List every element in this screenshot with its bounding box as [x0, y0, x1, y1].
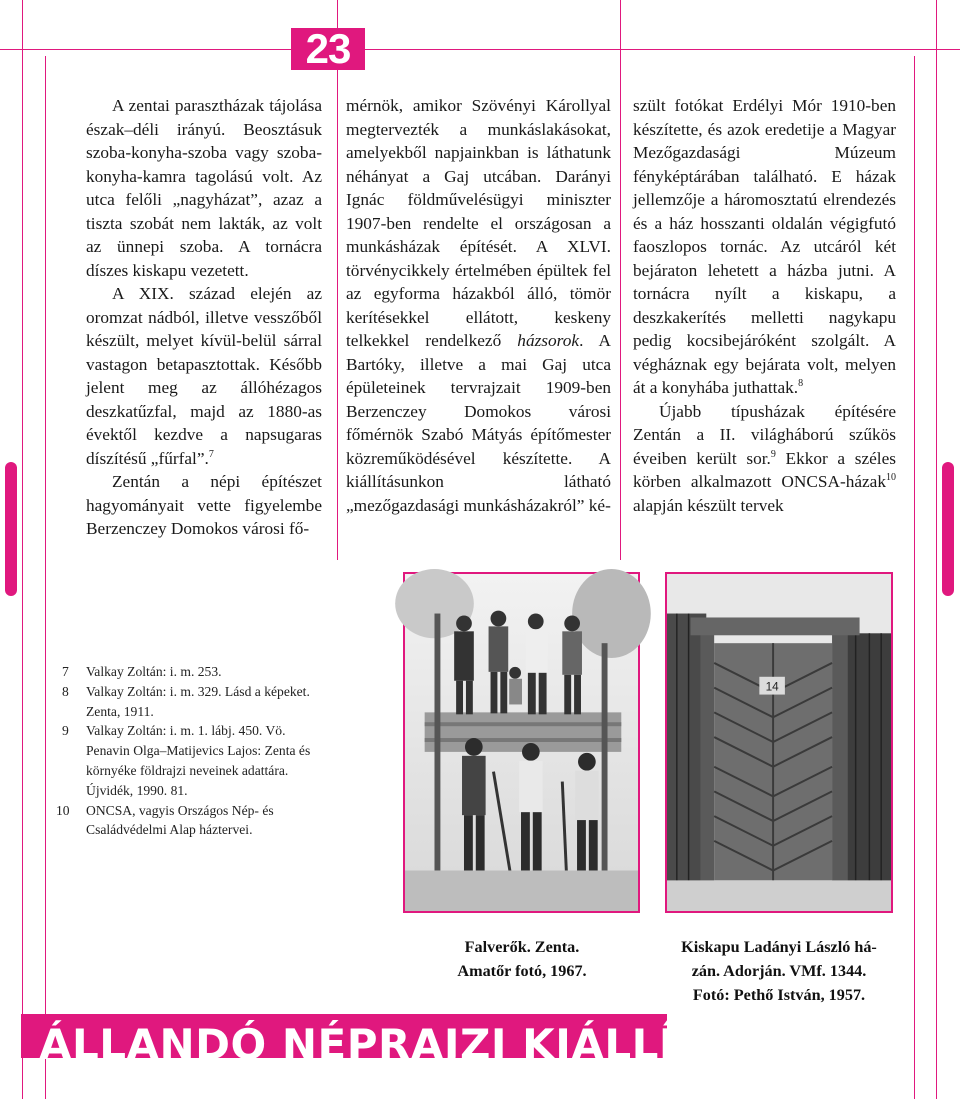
guide-line-center — [337, 0, 338, 560]
paragraph: A XIX. század elején az oromzat nádból, illetve vesszőből készült, melyet kívül-belül sárral vastagon betapasztottak. Később jelent meg az állóhézagos deszkatűzfal, majd az 1880-as évektől kezdve a napsugaras díszítésű „fűrfal”.$^7$ — [86, 284, 322, 468]
paragraph: mérnök, amikor Szövényi Károllyal megtervezték a munkáslakásokat, amelyekből napjainkban is láthatunk néhányat a Gaj utcában. Darányi Ignác földművelésügyi miniszter 1907-ben rendelte el országosan a munkásházak építését. A XLVI. törvénycikkely értelmében épültek fel az egyforma házakból álló, tömör kerítésekkel ellátott, keskeny telkekkel rendelkező házsorok. A Bartóky, illetve a mai Gaj utca épületeinek tervrajzait 1909-ben Berzenczey Domokos városi főmérnök Szabó Mátyás építőmester közreműködésével készítette. A kiállításunkon látható „mezőgazdasági munkásházakról” ké- — [346, 96, 611, 515]
footnote-ref: 9 — [770, 448, 776, 460]
exhibition-title: ÁLLANDÓ NÉPRAJZI KIÁLLÍTÁSA — [39, 1020, 798, 1069]
footnote — [46, 801, 328, 841]
gate-number: 14 — [765, 679, 779, 694]
emphasis: házsorok — [517, 331, 580, 350]
footnote-text: Valkay Zoltán: i. m. 329. Lásd a képeket. Zenta, 1911. — [86, 683, 310, 719]
paragraph: Zentán a népi építészet hagyományait vette figyelembe Berzenczey Domokos városi fő- — [86, 472, 322, 538]
guide-line-col1 — [45, 56, 46, 1099]
footnote-number: 8 — [62, 683, 69, 699]
text-column-3 — [633, 94, 896, 517]
paragraph: Újabb típusházak építésére Zentán a II. világháború szűkös éveiben került sor.$^9$ Ekkor a széles körben alkalmazott ONCSA-házak$^{10}$ alapján készült tervek — [633, 401, 896, 515]
footnote-number: 9 — [62, 723, 69, 739]
footnotes — [46, 662, 328, 840]
footnote — [46, 721, 328, 800]
guide-line-right — [936, 0, 937, 1099]
footnote — [46, 682, 328, 722]
footnote-ref: 8 — [798, 378, 804, 390]
guide-line-left — [22, 0, 23, 1099]
text-column-1 — [86, 94, 322, 541]
footnote — [46, 662, 328, 682]
paragraph: A zentai parasztházak tájolása észak–déli irányú. Beosztásuk szoba-konyha-szoba vagy szoba-konyha-kamra tagolású volt. Az utca felőli „nagyházat”, azaz a tiszta szobát nem lakták, az volt az ünnepi szoba. A tornácra díszes kiskapu vezetett. — [86, 96, 322, 280]
guide-line-right-inner — [914, 56, 915, 1099]
guide-line-col3 — [620, 0, 621, 560]
page-number: 23 — [291, 28, 365, 70]
registration-bar-right — [942, 462, 954, 596]
footnote-ref: 10 — [886, 472, 896, 484]
guide-line-top — [0, 49, 960, 50]
footnote-text: Valkay Zoltán: i. m. 1. lábj. 450. Vö. Penavin Olga–Matijevics Lajos: Zenta és környéke földrajzi neveinek adattára. Újvidék, 1990. 81. — [86, 723, 311, 798]
exhibition-title-banner — [21, 1014, 798, 1069]
caption-right: Kiskapu Ladányi László há- zán. Adorján. VMf. 1344. Fotó: Pethő István, 1957. — [681, 938, 877, 1004]
paragraph: szült fotókat Erdélyi Mór 1910-ben készítette, és azok eredetije a Magyar Mezőgazdasági Múzeum fényképtárában található. E házak jellemzője a háromosztatú elrendezés és a ház hosszanti oldalán végigfutó faoszlopos tornác. Az utcáról két bejáraton lehetett a házba jutni. A tornácra nyílt a kiskapu, a deszkakerítés melletti nagykapu pedig kocsibejáróként szolgált. A végháznak egy bejárata volt, melyen át a konyhába juthattak.$^8$ — [633, 96, 896, 397]
footnote-number: 10 — [56, 802, 70, 818]
text-column-2 — [346, 94, 611, 517]
caption-left: Falverők. Zenta. Amatőr fotó, 1967. — [457, 938, 587, 980]
footnote-text: Valkay Zoltán: i. m. 253. — [86, 664, 222, 679]
photo-wall-builders-image — [405, 574, 638, 911]
photo-small-gate-image — [667, 574, 891, 911]
footnote-text: ONCSA, vagyis Országos Nép- és Családvédelmi Alap háztervei. — [86, 802, 274, 838]
footnote-number: 7 — [62, 664, 69, 679]
registration-bar-left — [5, 462, 17, 596]
photo-small-gate — [665, 572, 893, 913]
photo-wall-builders — [403, 572, 640, 913]
footnote-ref: 7 — [208, 448, 214, 460]
